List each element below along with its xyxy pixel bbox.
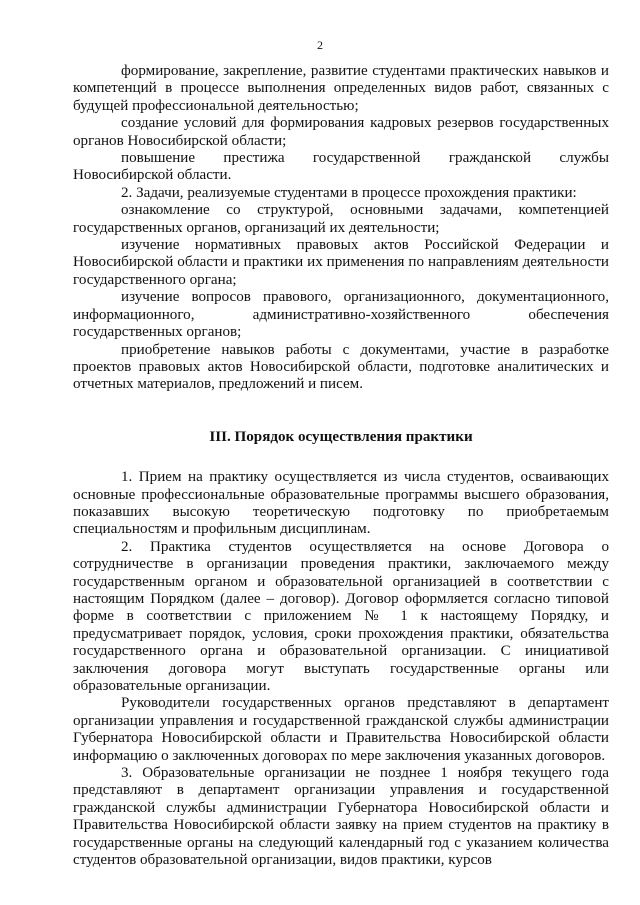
section-heading: III. Порядок осуществления практики bbox=[209, 428, 473, 445]
paragraph-contract: 2. Практика студентов осуществляется на основе Договора о сотрудничестве в организации проведения практики, заключаемого между государственным органом и образовательной организацией в соответствии с настоящим Порядком (далее – договор). Договор оформляется согласно типовой форме в соответствии с приложением № 1 к настоящему Порядку, и предусматривает порядок, условия, сроки прохождения практики, обязательства государственного органа и образовательной организации. С инициативой заключения договора могут выступать государственные органы или образовательные организации. bbox=[73, 538, 609, 694]
paragraph-admission: 1. Прием на практику осуществляется из числа студентов, осваивающих основные профессиональные образовательные программы высшего образования, показавших высокую теоретическую подготовку по приобретаемым специальностям и профильным дисциплинам. bbox=[73, 469, 609, 538]
document-body bbox=[73, 63, 609, 869]
paragraph-application: 3. Образовательные организации не позднее 1 ноября текущего года представляют в департамент организации управления и государственной гражданской службы администрации Губернатора Новосибирской области и Правительства Новосибирской области заявку на прием студентов на практику в государственные органы на следующий календарный год с указанием количества студентов образовательной организации, видов практики, курсов bbox=[73, 765, 609, 869]
paragraph-goal-skills: формирование, закрепление, развитие студентами практических навыков и компетенций в процессе выполнения определенных видов работ, связанных с будущей профессиональной деятельностью; bbox=[73, 63, 609, 114]
paragraph-task-support: изучение вопросов правового, организационного, документационного, информационного, административно-хозяйственного обеспечения государственных органов; bbox=[73, 289, 609, 341]
paragraph-goal-reserves: создание условий для формирования кадровых резервов государственных органов Новосибирской области; bbox=[73, 115, 609, 149]
paragraph-goal-prestige: повышение престижа государственной гражданской службы Новосибирской области. bbox=[73, 150, 609, 184]
paragraph-heads-report: Руководители государственных органов представляют в департамент организации управления и государственной гражданской службы администрации Губернатора Новосибирской области и Правительства Новосибирской области информацию о заключенных договорах по мере заключения указанных договоров. bbox=[73, 695, 609, 764]
paragraph-task-structure: ознакомление со структурой, основными задачами, компетенцией государственных органов, организаций их деятельности; bbox=[73, 202, 609, 236]
paragraph-tasks-intro: 2. Задачи, реализуемые студентами в процессе прохождения практики: bbox=[121, 184, 577, 201]
paragraph-task-legal-acts: изучение нормативных правовых актов Российской Федерации и Новосибирской области и практики их применения по направлениям деятельности государственного органа; bbox=[73, 237, 609, 288]
paragraph-task-documents: приобретение навыков работы с документами, участие в разработке проектов правовых актов Новосибирской области, подготовке аналитических и отчетных материалов, предложений и писем. bbox=[73, 341, 609, 393]
page-number: 2 bbox=[317, 38, 323, 52]
